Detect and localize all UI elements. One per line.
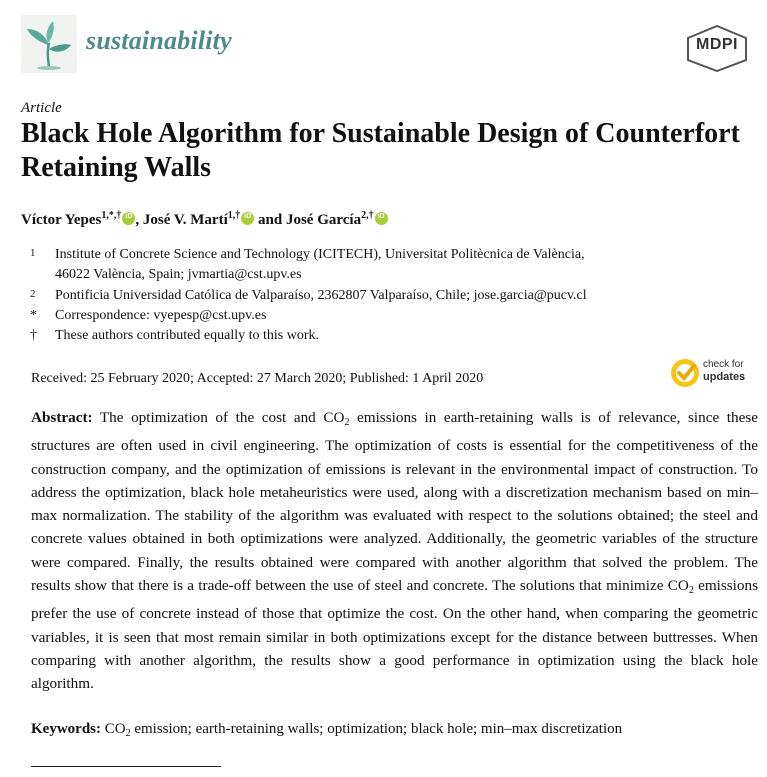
divider [31,766,221,767]
publication-dates: Received: 25 February 2020; Accepted: 27 March 2020; Published: 1 April 2020 [31,371,484,386]
abstract-text: emissions prefer the use of concrete instead of those that optimize the cost. On the other hand, when comparing the geometric variables, it is seen that most remain similar in both optimizations except for the distance between buttresses. When comparing with another algorithm, the results show a good performance in optimization using the black hole algorithm. [31,577,758,693]
affiliation-mark: * [30,308,37,323]
author-name[interactable]: José García [285,212,362,228]
check-line-2: updates [703,371,746,383]
affiliation-mark: 2 [30,288,36,300]
abstract-label: Abstract: [31,409,93,426]
orcid-icon[interactable] [241,212,254,225]
affiliation-mark: † [30,328,37,343]
author-separator: , [135,212,143,228]
subscript: 2 [344,417,350,428]
subscript: 2 [125,728,131,739]
keywords-text: emission; earth-retaining walls; optimization; black hole; min–max discretization [130,721,623,737]
orcid-icon[interactable] [375,212,388,225]
keywords [31,721,622,739]
author-affiliation-mark: 1,† [227,210,241,221]
plant-icon [21,15,77,73]
affiliation-text: 46022 València, Spain; jvmartia@cst.upv.es [55,267,302,282]
journal-logo[interactable] [21,15,77,73]
abstract-text: emissions in earth-retaining walls is of relevance, since these structures are often used in civil engineering. The optimization of costs is essential for the competitiveness of the construction company, and the optimization of emissions is relevant in the environmental impact of construction. To address the optimization, black hole metaheuristics were used, along with a discretization mechanism based on min–max normalization. The stability of the algorithm was evaluated with respect to the solutions obtained; the steel and concrete values obtained in both optimizations were analyzed. Additionally, the geometric variables of the structure were compared. Finally, the results obtained were compared with another algorithm that solved the problem. The results show that there is a trade-off between the use of steel and concrete. The solutions that minimize CO [31,409,758,595]
author-name[interactable]: Víctor Yepes [21,212,102,228]
mdpi-logo[interactable] [684,24,750,72]
author-list [21,210,388,229]
affiliation-text: Institute of Concrete Science and Technology (ICITECH), Universitat Politècnica de València, [55,247,585,262]
journal-name[interactable]: sustainability [86,26,232,55]
affiliation-mark: 1 [30,247,36,259]
article-type: Article [21,100,62,116]
keywords-text: CO [104,721,126,737]
check-line-1: check for [703,359,744,370]
abstract [31,406,758,696]
abstract-text: The optimization of the cost and CO [99,409,345,426]
correspondence-text: Correspondence: vyepesp@cst.upv.es [55,308,267,323]
check-for-updates-badge[interactable] [670,356,760,390]
orcid-icon[interactable] [122,212,135,225]
journal-header [0,0,767,92]
publisher-name: MDPI [696,36,738,53]
article-title: Black Hole Algorithm for Sustainable Design of Counterfort Retaining Walls [21,118,740,183]
check-updates-icon [670,358,700,388]
check-updates-label [703,359,745,384]
author-affiliation-mark: 1,*,† [101,210,122,221]
note-text: These authors contributed equally to this work. [55,328,319,343]
author-affiliation-mark: 2,† [361,210,374,221]
subscript: 2 [688,585,694,597]
author-name[interactable]: José V. Martí [142,212,228,228]
keywords-label: Keywords: [31,721,101,737]
author-separator: and [254,212,286,228]
affiliation-text: Pontificia Universidad Católica de Valparaíso, 2362807 Valparaíso, Chile; jose.garcia@pucv.cl [55,288,587,303]
